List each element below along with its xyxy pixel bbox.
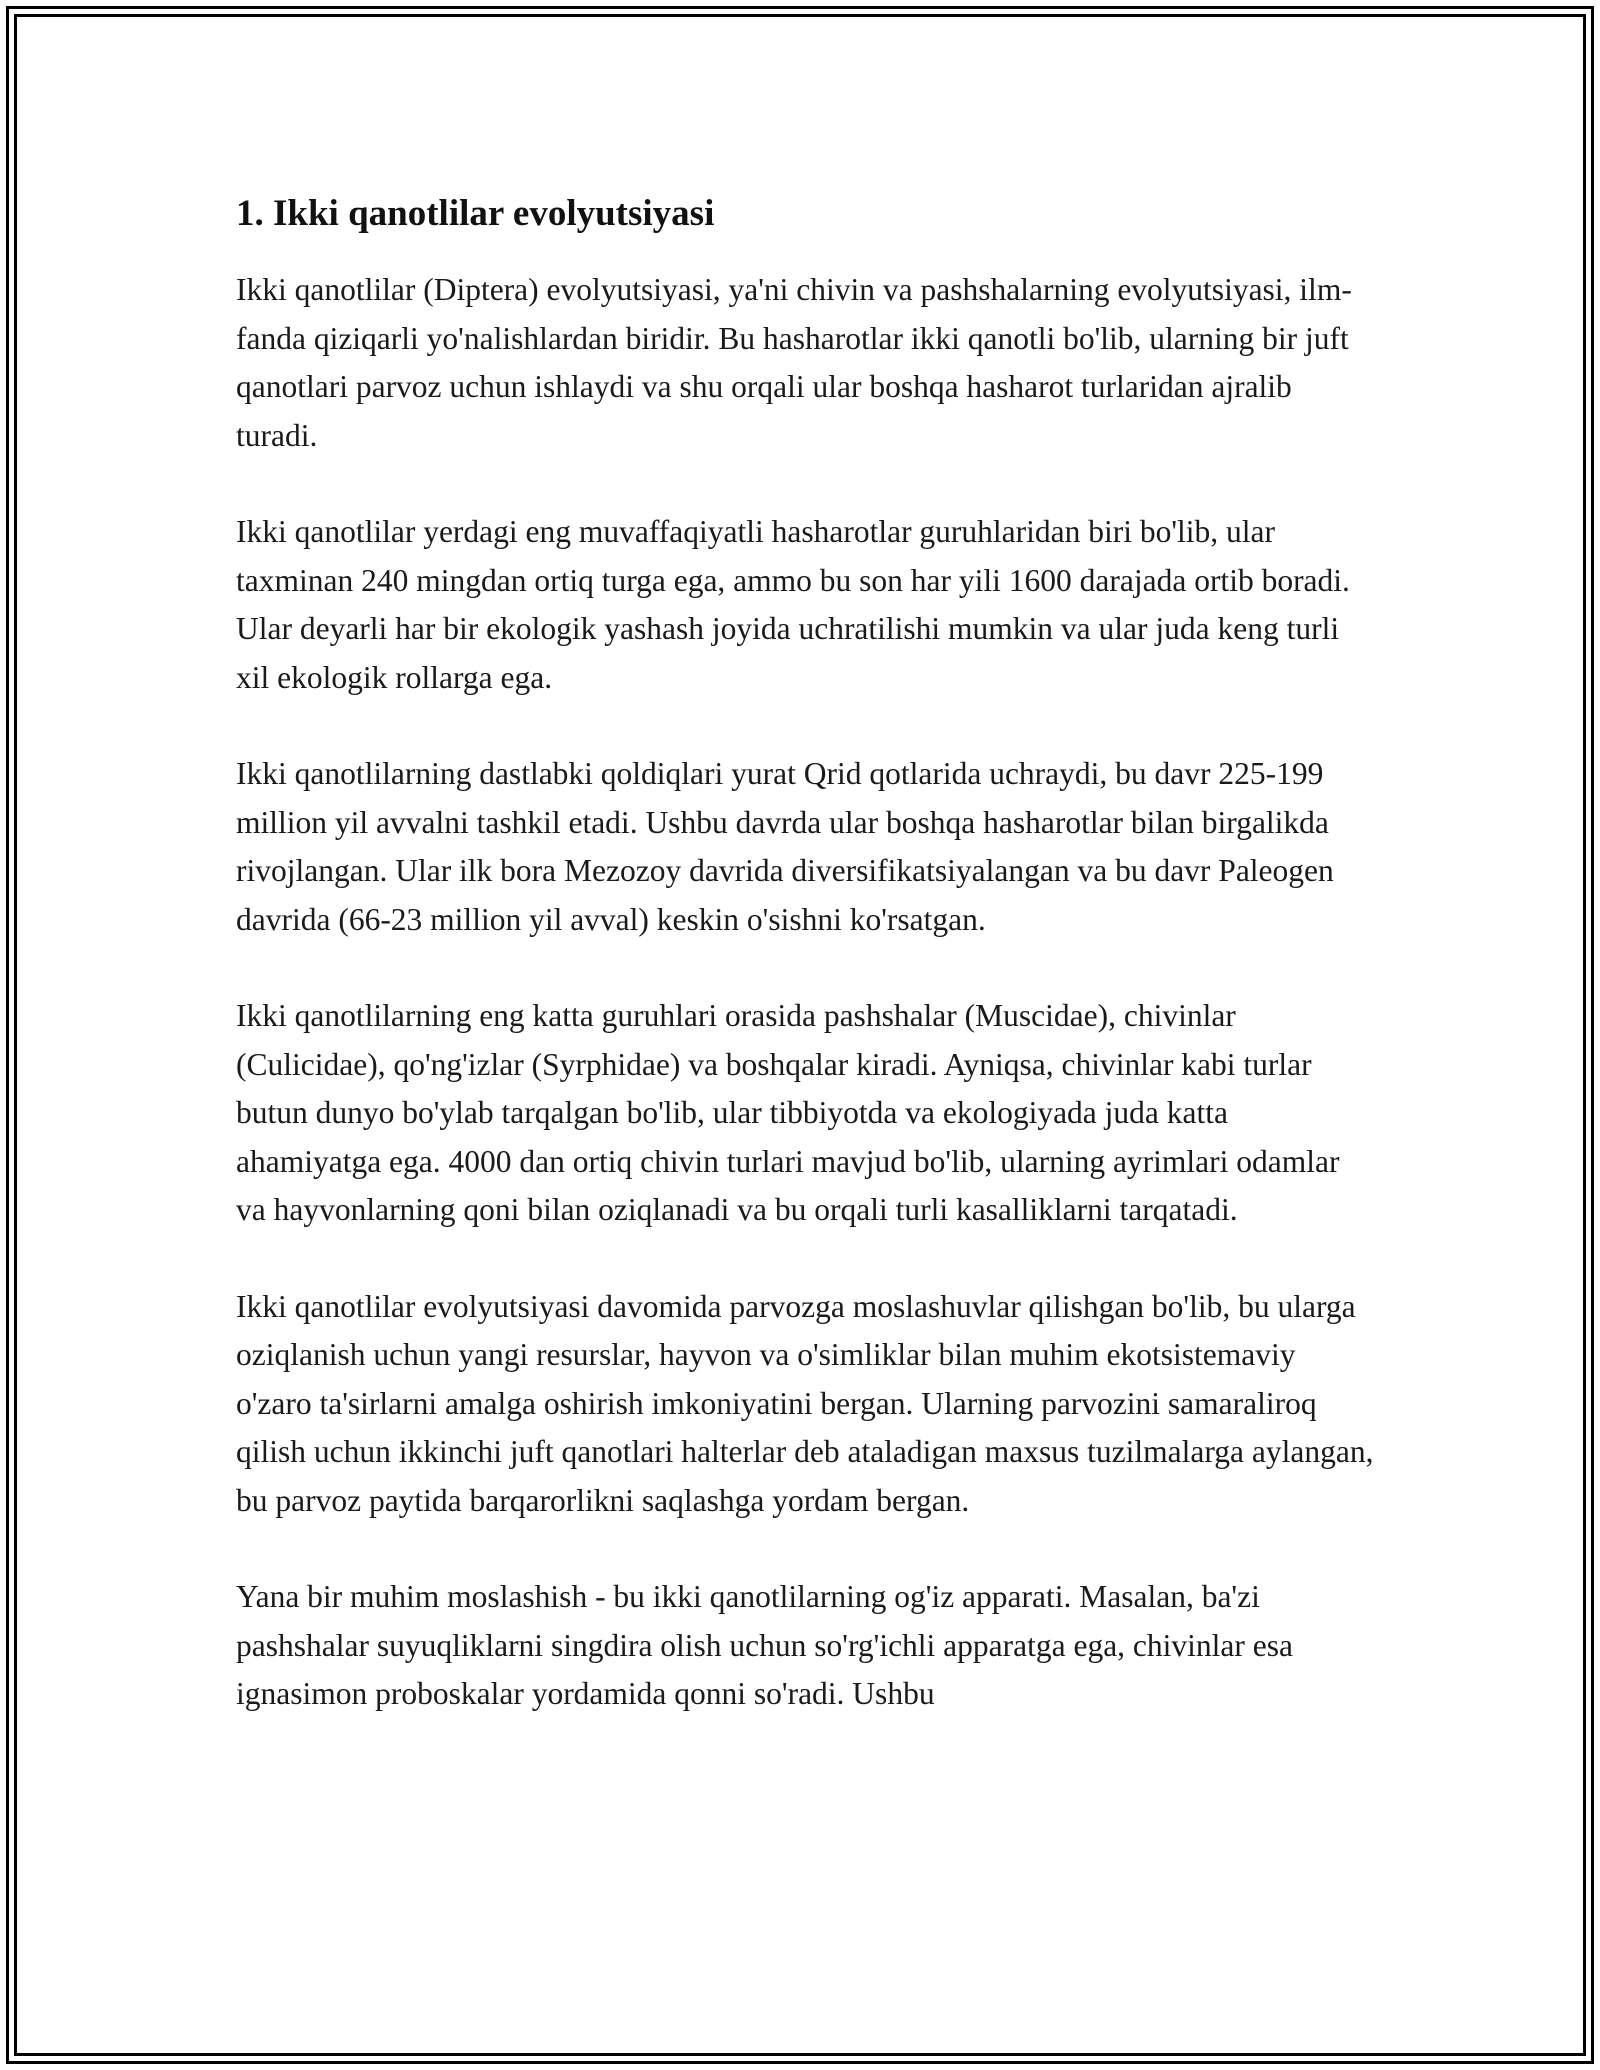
- paragraph-4: Ikki qanotlilarning eng katta guruhlari orasida pashshalar (Muscidae), chivinlar (Culicidae), qo'ng'izlar (Syrphidae) va boshqalar kiradi. Ayniqsa, chivinlar kabi turlar butun dunyo bo'ylab tarqalgan bo'lib, ular tibbiyotda va ekologiyada juda katta ahamiyatga ega. 4000 dan ortiq chivin turlari mavjud bo'lib, ularning ayrimlari odamlar va hayvonlarning qoni bilan oziqlanadi va bu orqali turli kasalliklarni tarqatadi.: [236, 998, 1340, 1227]
- paragraph-6: Yana bir muhim moslashish - bu ikki qanotlilarning og'iz apparati. Masalan, ba'zi pashshalar suyuqliklarni singdira olish uchun so'rg'ichli apparatga ega, chivinlar esa ignasimon proboskalar yordamida qonni so'radi. Ushbu: [236, 1579, 1293, 1711]
- paragraph-1: Ikki qanotlilar (Diptera) evolyutsiyasi, ya'ni chivin va pashshalarning evolyutsiyasi, ilm-fanda qiziqarli yo'nalishlardan biridir. Bu hasharotlar ikki qanotli bo'lib, ularning bir juft qanotlari parvoz uchun ishlaydi va shu orqali ular boshqa hasharot turlaridan ajralib turadi.: [236, 272, 1352, 453]
- section-heading: 1. Ikki qanotlilar evolyutsiyasi: [236, 193, 715, 234]
- paragraph-2: Ikki qanotlilar yerdagi eng muvaffaqiyatli hasharotlar guruhlaridan biri bo'lib, ular taxminan 240 mingdan ortiq turga ega, ammo bu son har yili 1600 darajada ortib boradi. Ular deyarli har bir ekologik yashash joyida uchratilishi mumkin va ular juda keng turli xil ekologik rollarga ega.: [236, 514, 1350, 695]
- paragraph-5: Ikki qanotlilar evolyutsiyasi davomida parvozga moslashuvlar qilishgan bo'lib, bu ularga oziqlanish uchun yangi resurslar, hayvon va o'simliklar bilan muhim ekotsistemaviy o'zaro ta'sirlarni amalga oshirish imkoniyatini bergan. Ularning parvozini samaraliroq qilish uchun ikkinchi juft qanotlari halterlar deb ataladigan maxsus tuzilmalarga aylangan, bu parvoz paytida barqarorlikni saqlashga yordam bergan.: [236, 1288, 1374, 1518]
- document-body: [236, 188, 1376, 1767]
- paragraph-3: Ikki qanotlilarning dastlabki qoldiqlari yurat Qrid qotlarida uchraydi, bu davr 225-199 million yil avvalni tashkil etadi. Ushbu davrda ular boshqa hasharotlar bilan birgalikda rivojlangan. Ular ilk bora Mezozoy davrida diversifikatsiyalangan va bu davr Paleogen davrida (66-23 million yil avval) keskin o'sishni ko'rsatgan.: [236, 756, 1334, 937]
